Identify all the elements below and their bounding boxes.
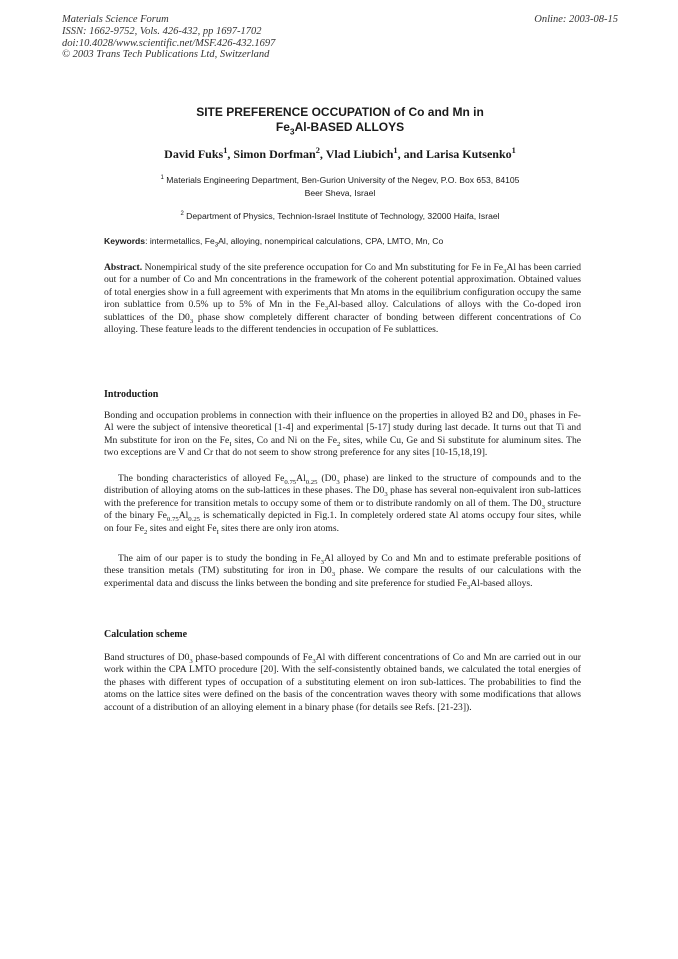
abstract: Abstract. Nonempirical study of the site preference occupation for Co and Mn substituting for Fe in $Fe_3Al$ has been carried out for a number of Co and Mn concentrations in the framework of the coherent potential approximation. Obtained values of total energies show in a full agreement with experiments that Mn atoms in the equilibrium configuration occupy the same iron sublattice from 0.5% up to 5% of Mn in the $Fe_3Al$-based alloy. Calculations of alloys with the Co-doped iron sublattices of the $D0_3$ phase show completely different character of bonding between different concentrations of Co alloying. These feature leads to the different tendencies in occupation of Fe sublattices.	[104, 262, 581, 336]
journal-name: Materials Science Forum	[62, 14, 169, 25]
author-list: David Fuks$^1$, Simon Dorfman$^2$, Vlad Liubich$^1$, and Larisa Kutsenko$^1$	[164, 146, 516, 161]
copyright-line: © 2003 Trans Tech Publications Ltd, Switzerland	[62, 49, 270, 61]
introduction-paragraph-3: The aim of our paper is to study the bonding in $Fe_3Al$ alloyed by Co and Mn and to estimate preferable positions of these transition metals (TM) substituting for iron in $D0_3$ phase. We compare the results of our calculations with the experimental data and discuss the links between the bonding and site preference for studied $Fe_3Al$-based alloys.	[104, 553, 581, 591]
author-3: , Vlad Liubich	[319, 147, 394, 161]
keywords: Keywords: intermetallics, $Fe_3Al$, alloying, nonempirical calculations, CPA, LMTO, Mn, Co	[104, 236, 444, 249]
abstract-label: Abstract.	[104, 262, 143, 273]
author-1: David Fuks	[164, 147, 224, 161]
title-line-1: SITE PREFERENCE OCCUPATION of Co and Mn in	[196, 105, 484, 119]
introduction-paragraph-2: The bonding characteristics of alloyed $Fe_{0.75}Al_{0.25}$ ($D0_3$ phase) are linked to the structure of compounds and to the distribution of alloying atoms on the sub-lattices in these phases. The $D0_3$ phase has several non-equivalent iron sub-lattices with the preference for transition metals to occupy some of them or to distribute randomly on all of them. The $D0_3$ structure of the binary $Fe_{0.75}Al_{0.25}$ is schematically depicted in Fig.1. In completely ordered state Al atoms occupy four sites, while on four $Fe_2$ sites and eight $Fe_I$ sites there are only iron atoms.	[104, 473, 581, 536]
introduction-heading: Introduction	[104, 389, 159, 400]
keywords-label: Keywords	[104, 236, 146, 246]
affiliation-1: $^1$ Materials Engineering Department, Ben-Gurion University of the Negev, P.O. Box 653, 84105 Beer Sheva, Israel	[160, 175, 520, 198]
issn-line: ISSN: 1662-9752, Vols. 426-432, pp 1697-1702	[62, 25, 262, 37]
calculation-heading: Calculation scheme	[104, 629, 188, 640]
author-2: , Simon Dorfman	[227, 147, 316, 161]
author-4: , and Larisa Kutsenko	[397, 147, 512, 161]
doi-line: doi:10.4028/www.scientific.net/MSF.426-432.1697	[62, 37, 276, 49]
introduction-paragraph-1: Bonding and occupation problems in connection with their influence on the properties in alloyed B2 and $D0_3$ phases in Fe-Al were the subject of intensive theoretical [1-4] and experimental [5-17] study during last decade. It turns out that Ti and Mn substitute for iron on the $Fe_I$ sites, Co and Ni on the $Fe_2$ sites, while Cu, Ge and Si substitute for aluminum sites. The two exceptions are V and Cr that do not seem to show strong preference for any sites [10-15,18,19].	[104, 410, 581, 459]
paper-title	[110, 105, 570, 134]
title-line-2: $Fe_3Al$-BASED ALLOYS	[275, 119, 405, 136]
calculation-paragraph: Band structures of $D0_3$ phase-based compounds of $Fe_3Al$ with different concentrations of Co and Mn are carried out in our work within the CPA LMTO procedure [20]. With the self-consistently obtained bands, we calculated the total energies of the phases with different types of occupation of a substituting element on iron sub-lattices. The probabilities to find the atoms on the lattice sites were defined on the basis of the concentration waves theory with some modifications that allows account of a distribution of an alloying element in a binary phase (for details see Refs. [21-23]).	[104, 652, 581, 713]
affiliation-2: $^2$ Department of Physics, Technion-Israel Institute of Technology, 32000 Haifa, Israel	[180, 211, 500, 221]
online-date: Online: 2003-08-15	[534, 14, 618, 25]
journal-header	[62, 14, 618, 61]
